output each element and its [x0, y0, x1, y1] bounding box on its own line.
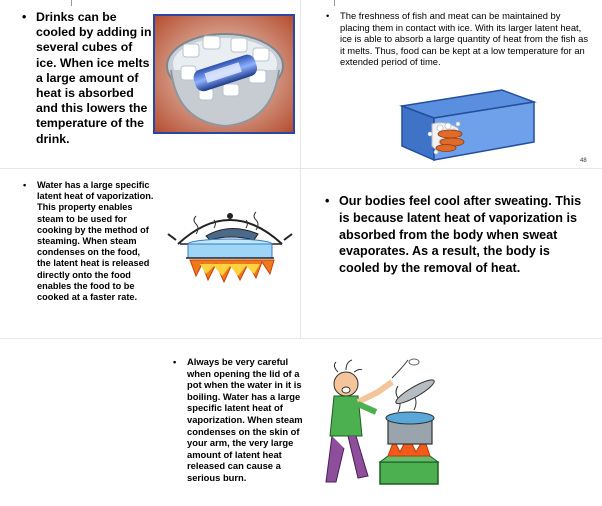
sweating-text: Our bodies feel cool after sweating. This is because latent heat of vaporization is absorbed from the body when sweat evaporates. As a result, the body is cooled by the removal of heat. — [339, 194, 582, 276]
fish-ice-box-illustration — [392, 84, 540, 166]
fish-ice-bullet — [326, 10, 590, 68]
fish-ice-text: The freshness of fish and meat can be maintained by placing them in contact with ice. With its larger latent heat, ice is able to absorb a large quantity of heat from the fish as it melts. Thus, food can be kept at a low temperature for an extended period of time. — [340, 10, 589, 68]
sweating-bullet — [325, 193, 589, 277]
ice-drink-bullet — [22, 10, 156, 147]
slide-divider-vertical — [300, 0, 301, 338]
bullet-dot: • — [22, 10, 27, 24]
ice-drink-text: Drinks can be cooled by adding in several cubes of ice. When ice melts a large amount of heat is absorbed and this lowers the temperature of the drink. — [36, 10, 152, 146]
steaming-pot-illustration — [166, 200, 296, 292]
bullet-dot: • — [326, 10, 330, 21]
steam-burn-illustration — [318, 352, 446, 500]
scroll-tick-mark — [334, 0, 335, 6]
page-number: 48 — [580, 158, 587, 164]
bullet-dot: • — [23, 180, 27, 190]
scroll-tick-mark — [71, 0, 72, 6]
bullet-dot: • — [325, 194, 330, 208]
steam-burn-bullet — [173, 356, 313, 484]
steam-cooking-bullet — [23, 180, 155, 303]
slide-divider-top — [0, 168, 602, 169]
bullet-dot: • — [173, 356, 177, 367]
steam-cooking-text: Water has a large specific latent heat of vaporization. This property enables steam to be used for cooking by the method of steaming. When steam condenses on the food, the latent heat is released directly onto the food enables the food to be cooked at a faster rate. — [37, 180, 154, 303]
slide-divider-mid — [0, 338, 602, 339]
ice-drink-photo — [153, 14, 295, 134]
steam-burn-text: Always be very careful when opening the lid of a pot when the water in it is boiling. Water has a large specific latent heat of vaporization. When steam condenses on the skin of your arm, the very large amount of latent heat released can cause a serious burn. — [187, 356, 303, 483]
